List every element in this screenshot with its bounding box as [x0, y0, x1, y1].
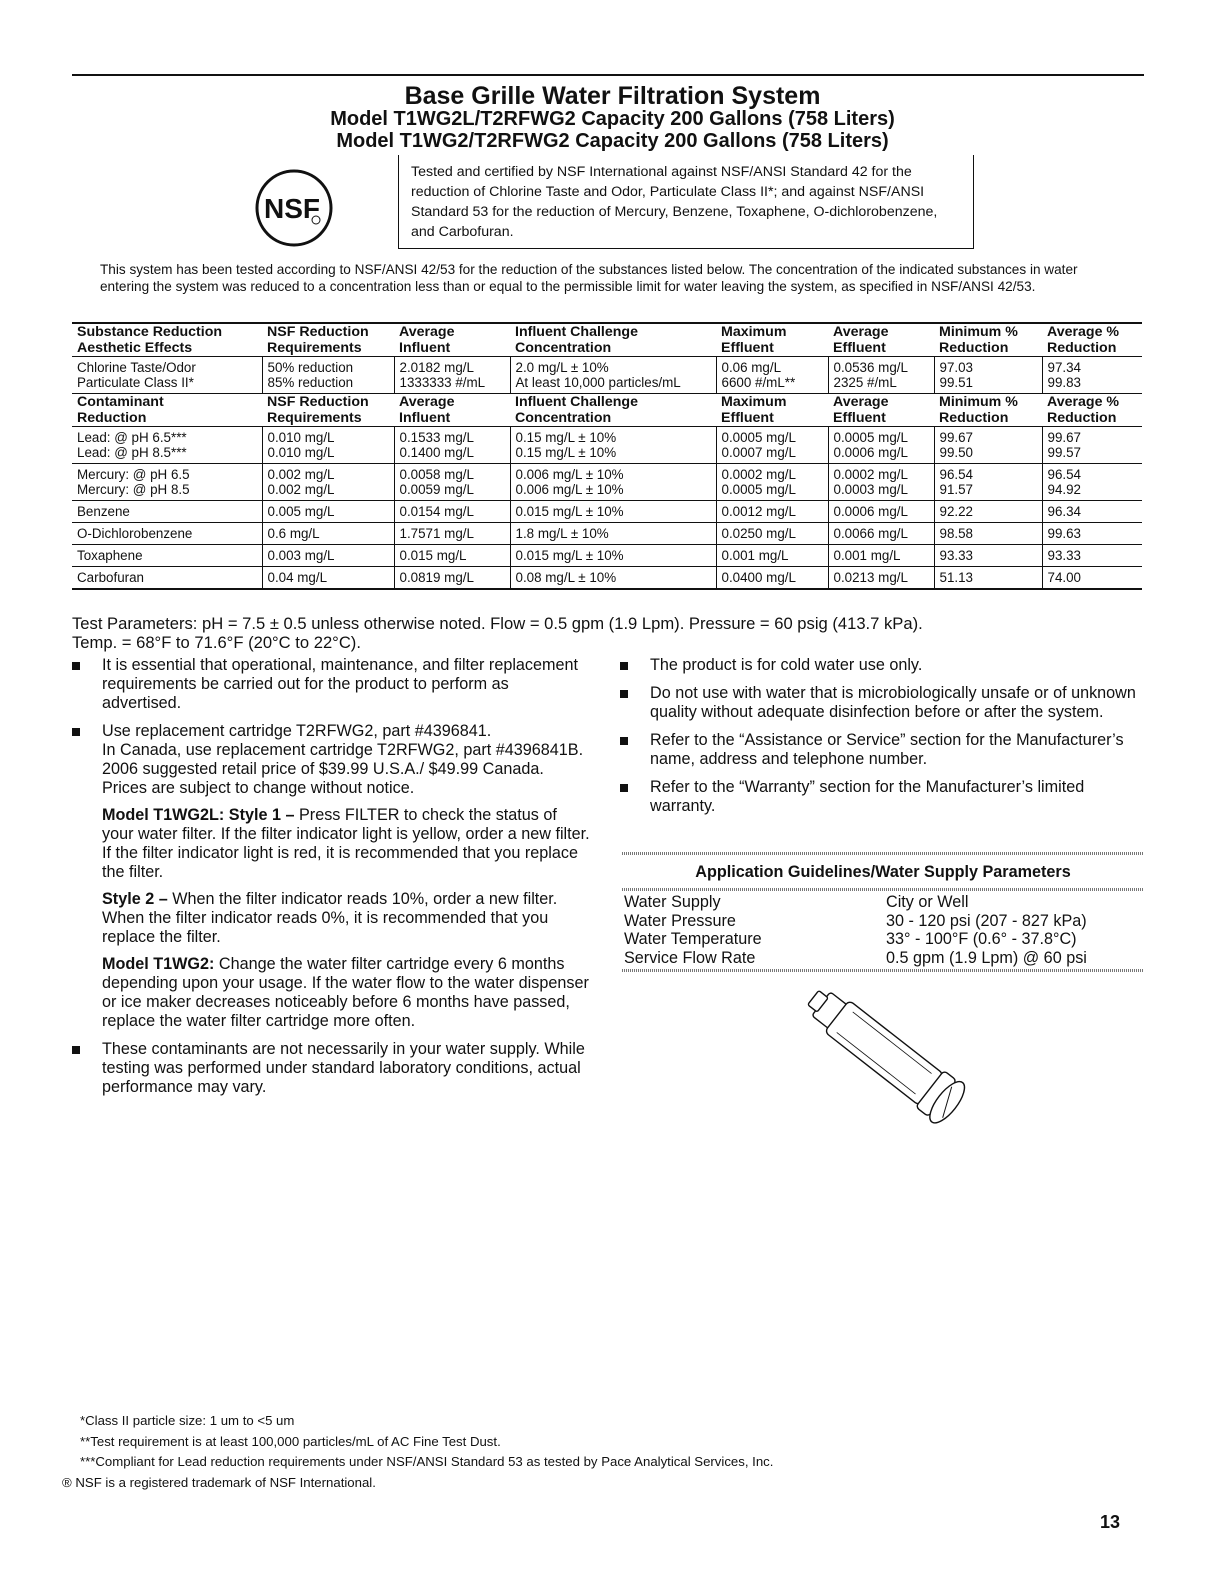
table-cell: 96.54 91.57	[934, 464, 1042, 501]
table-cell: 0.006 mg/L ± 10% 0.006 mg/L ± 10%	[510, 464, 716, 501]
guidelines-value: City or Well	[886, 893, 969, 911]
table-cell: Maximum Effluent	[716, 394, 828, 427]
table-cell: 0.0012 mg/L	[716, 501, 828, 523]
table-cell: Maximum Effluent	[716, 323, 828, 357]
intro-paragraph: This system has been tested according to NSF/ANSI 42/53 for the reduction of the substances listed below. The concentration of the indicated substances in water entering the system was reduced to a concentration less than or equal to the permissible limit for water leaving the system, as specified in NSF/ANSI 42/53.	[100, 262, 1078, 294]
table-cell: Average Effluent	[828, 323, 934, 357]
table-cell: 0.08 mg/L ± 10%	[510, 567, 716, 590]
table-cell: 0.0400 mg/L	[716, 567, 828, 590]
table-cell: 0.1533 mg/L 0.1400 mg/L	[394, 427, 510, 464]
guidelines-key: Service Flow Rate	[624, 948, 756, 967]
table-cell: 0.0005 mg/L 0.0007 mg/L	[716, 427, 828, 464]
right-column	[620, 656, 1145, 825]
table-cell: 0.0250 mg/L	[716, 523, 828, 545]
table-cell: Average % Reduction	[1042, 323, 1142, 357]
table-cell: Influent Challenge Concentration	[510, 323, 716, 357]
table-cell: Benzene	[72, 501, 262, 523]
table-cell: 99.67 99.57	[1042, 427, 1142, 464]
table-cell: 0.0058 mg/L 0.0059 mg/L	[394, 464, 510, 501]
table-cell: 0.001 mg/L	[828, 545, 934, 567]
model2-paragraph: Model T1WG2: Change the water filter cartridge every 6 months depending upon your usage. If the water flow to the water dispenser or ice maker decreases noticeably before 6 months have passed, replace the water filter cartridge more often.	[102, 955, 589, 1030]
table-row	[72, 464, 1142, 501]
table-cell: 0.15 mg/L ± 10% 0.15 mg/L ± 10%	[510, 427, 716, 464]
guidelines-row	[624, 930, 1144, 949]
table-header-row	[72, 394, 1142, 427]
table-cell: 96.34	[1042, 501, 1142, 523]
table-cell: 0.015 mg/L	[394, 545, 510, 567]
list-item: Do not use with water that is microbiologically unsafe or of unknown quality without adequate disinfection before or after the system.	[620, 684, 1145, 722]
table-cell: 51.13	[934, 567, 1042, 590]
bullet-icon	[620, 737, 628, 745]
bullet-icon	[72, 1046, 80, 1054]
table-cell: 0.0002 mg/L 0.0003 mg/L	[828, 464, 934, 501]
model-heading-1: Model T1WG2L/T2RFWG2 Capacity 200 Gallons (758 Liters)	[330, 108, 895, 130]
table-cell: 99.63	[1042, 523, 1142, 545]
table-cell: Carbofuran	[72, 567, 262, 590]
footnote-2: **Test requirement is at least 100,000 particles/mL of AC Fine Test Dust.	[80, 1434, 501, 1449]
table-cell: Average Effluent	[828, 394, 934, 427]
table-cell: 74.00	[1042, 567, 1142, 590]
table-cell: 0.0006 mg/L	[828, 501, 934, 523]
bullet-icon	[72, 728, 80, 736]
table-cell: 96.54 94.92	[1042, 464, 1142, 501]
table-cell: 0.0819 mg/L	[394, 567, 510, 590]
test-parameters-line-1: Test Parameters: pH = 7.5 ± 0.5 unless otherwise noted. Flow = 0.5 gpm (1.9 Lpm). Pressure = 60 psig (413.7 kPa).	[72, 614, 923, 633]
guidelines-row	[624, 912, 1144, 931]
filter-cartridge-icon	[780, 980, 990, 1140]
guidelines-title: Application Guidelines/Water Supply Parameters	[695, 863, 1071, 881]
table-cell: 2.0 mg/L ± 10% At least 10,000 particles/mL	[510, 357, 716, 394]
table-cell: Lead: @ pH 6.5*** Lead: @ pH 8.5***	[72, 427, 262, 464]
table-cell: 0.0536 mg/L 2325 #/mL	[828, 357, 934, 394]
table-row	[72, 357, 1142, 394]
table-cell: 0.06 mg/L 6600 #/mL**	[716, 357, 828, 394]
table-cell: 0.0005 mg/L 0.0006 mg/L	[828, 427, 934, 464]
table-cell: 0.005 mg/L	[262, 501, 394, 523]
table-cell: 99.67 99.50	[934, 427, 1042, 464]
model-heading-2: Model T1WG2/T2RFWG2 Capacity 200 Gallons (758 Liters)	[336, 130, 889, 152]
application-guidelines	[622, 852, 1144, 972]
guidelines-key: Water Pressure	[624, 911, 736, 930]
table-row	[72, 523, 1142, 545]
table-cell: Contaminant Reduction	[72, 394, 262, 427]
table-cell: Minimum % Reduction	[934, 394, 1042, 427]
table-cell: 0.0213 mg/L	[828, 567, 934, 590]
nsf-logo-text: NSF	[264, 193, 320, 224]
table-cell: 0.001 mg/L	[716, 545, 828, 567]
list-item: Use replacement cartridge T2RFWG2, part #4396841. In Canada, use replacement cartridge T2RFWG2, part #4396841B. 2006 suggested retail price of $39.99 U.S.A./ $49.99 Canada. Prices are subject to change without notice. Model T1WG2L: Style 1 – Press FILTER to check the status of your water filter. If the filter indicator light is yellow, order a new filter. If the filter indicator light is red, it is recommended that you replace the filter. Style 2 – When the filter indicator reads 10%, order a new filter. When the filter indicator reads 0%, it is recommended that you replace the filter. Model T1WG2: Change the water filter cartridge every 6 months depending upon your usage. If the water flow to the water dispenser or ice maker decreases noticeably before 6 months have passed, replace the water filter cartridge more often.	[72, 722, 592, 1031]
table-cell: 1.7571 mg/L	[394, 523, 510, 545]
list-item: Refer to the “Assistance or Service” section for the Manufacturer’s name, address and telephone number.	[620, 731, 1145, 769]
footnote-1: *Class II particle size: 1 um to <5 um	[80, 1413, 295, 1428]
style1-paragraph: Model T1WG2L: Style 1 – Press FILTER to check the status of your water filter. If the filter indicator light is yellow, order a new filter. If the filter indicator light is red, it is recommended that you replace the filter.	[102, 806, 590, 881]
test-parameters	[72, 614, 1072, 652]
table-cell: 0.015 mg/L ± 10%	[510, 501, 716, 523]
table-cell: O-Dichlorobenzene	[72, 523, 262, 545]
table-cell: 50% reduction 85% reduction	[262, 357, 394, 394]
bullet-icon	[620, 784, 628, 792]
table-cell: 0.0002 mg/L 0.0005 mg/L	[716, 464, 828, 501]
nsf-logo-icon	[254, 168, 334, 248]
table-cell: NSF Reduction Requirements	[262, 394, 394, 427]
table-cell: 0.015 mg/L ± 10%	[510, 545, 716, 567]
table-row	[72, 545, 1142, 567]
table-cell: Average Influent	[394, 323, 510, 357]
guidelines-rows	[622, 891, 1144, 969]
table-cell: Minimum % Reduction	[934, 323, 1042, 357]
certification-box: Tested and certified by NSF International against NSF/ANSI Standard 42 for the reduction of Chlorine Taste and Odor, Particulate Class II*; and against NSF/ANSI Standard 53 for the reduction of Mercury, Benzene, Toxaphene, O-dichlorobenzene, and Carbofuran.	[398, 155, 974, 249]
guidelines-key: Water Temperature	[624, 930, 762, 948]
table-cell: 1.8 mg/L ± 10%	[510, 523, 716, 545]
list-item: These contaminants are not necessarily in your water supply. While testing was performed under standard laboratory conditions, actual performance may vary.	[72, 1040, 592, 1097]
bullet-icon	[620, 690, 628, 698]
table-cell: 97.03 99.51	[934, 357, 1042, 394]
page-number: 13	[1100, 1512, 1121, 1532]
table-row	[72, 567, 1142, 590]
table-cell: Average Influent	[394, 394, 510, 427]
table-cell: 0.04 mg/L	[262, 567, 394, 590]
table-row	[72, 501, 1142, 523]
divider	[622, 969, 1144, 972]
page-title: Base Grille Water Filtration System	[404, 82, 821, 110]
list-item: The product is for cold water use only.	[620, 656, 1145, 675]
bullet-icon	[620, 662, 628, 670]
bullet-icon	[72, 662, 80, 670]
performance-table	[72, 322, 1142, 590]
guidelines-key: Water Supply	[624, 893, 721, 911]
table-cell: Chlorine Taste/Odor Particulate Class II*	[72, 357, 262, 394]
table-header-row	[72, 323, 1142, 357]
table-cell: Average % Reduction	[1042, 394, 1142, 427]
table-cell: 93.33	[1042, 545, 1142, 567]
guidelines-row	[624, 949, 1144, 968]
list-item: Refer to the “Warranty” section for the Manufacturer’s limited warranty.	[620, 778, 1145, 816]
table-cell: 0.003 mg/L	[262, 545, 394, 567]
table-cell: 98.58	[934, 523, 1042, 545]
table-cell: 0.6 mg/L	[262, 523, 394, 545]
guidelines-row	[624, 893, 1144, 912]
guidelines-value: 33° - 100°F (0.6° - 37.8°C)	[886, 930, 1077, 948]
top-rule	[72, 74, 1144, 76]
table-cell: Mercury: @ pH 6.5 Mercury: @ pH 8.5	[72, 464, 262, 501]
table-cell: 0.010 mg/L 0.010 mg/L	[262, 427, 394, 464]
table-cell: Substance Reduction Aesthetic Effects	[72, 323, 262, 357]
list-item: It is essential that operational, maintenance, and filter replacement requirements be carried out for the product to perform as advertised.	[72, 656, 592, 713]
footnote-3: ***Compliant for Lead reduction requirements under NSF/ANSI Standard 53 as tested by Pace Analytical Services, Inc.	[80, 1454, 774, 1469]
table-cell: Influent Challenge Concentration	[510, 394, 716, 427]
guidelines-value: 0.5 gpm (1.9 Lpm) @ 60 psi	[886, 948, 1087, 967]
table-cell: 97.34 99.83	[1042, 357, 1142, 394]
table-cell: 0.0066 mg/L	[828, 523, 934, 545]
table-row	[72, 427, 1142, 464]
table-cell: Toxaphene	[72, 545, 262, 567]
table-cell: NSF Reduction Requirements	[262, 323, 394, 357]
table-cell: 93.33	[934, 545, 1042, 567]
table-cell: 0.002 mg/L 0.002 mg/L	[262, 464, 394, 501]
test-parameters-line-2: Temp. = 68°F to 71.6°F (20°C to 22°C).	[72, 633, 361, 652]
guidelines-value: 30 - 120 psi (207 - 827 kPa)	[886, 911, 1087, 930]
left-column	[72, 656, 592, 1106]
footnote-4: ® NSF is a registered trademark of NSF International.	[62, 1475, 376, 1490]
table-cell: 0.0154 mg/L	[394, 501, 510, 523]
table-cell: 2.0182 mg/L 1333333 #/mL	[394, 357, 510, 394]
table-cell: 92.22	[934, 501, 1042, 523]
style2-paragraph: Style 2 – When the filter indicator reads 10%, order a new filter. When the filter indicator reads 0%, it is recommended that you replace the filter.	[102, 890, 558, 946]
